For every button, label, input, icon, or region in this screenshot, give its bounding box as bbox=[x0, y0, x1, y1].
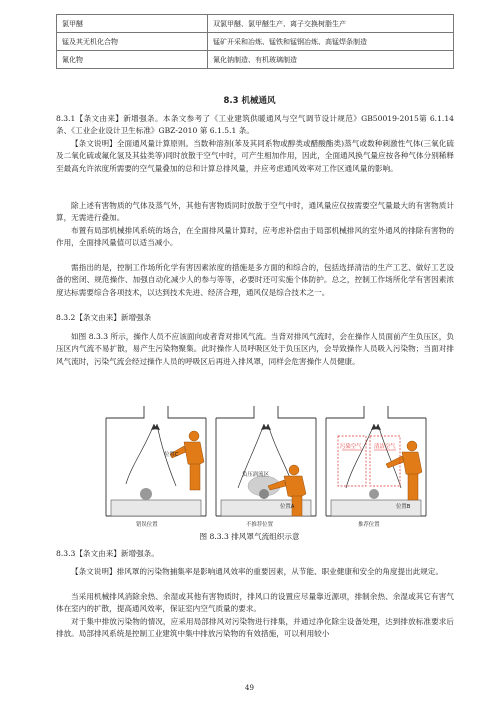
table-cell: 锰矿开采和冶炼、锰铁和锰钢冶炼、高锰焊条制造 bbox=[208, 33, 454, 51]
section-title: 8.3 机械通风 bbox=[223, 96, 276, 106]
paragraph-text: 排风罩的污染物捕集率是影响通风效率的重要因素，从节能、职业健康和安全的角度提出此规定。 bbox=[116, 567, 444, 576]
label-polluted-air: 污染空气 bbox=[340, 444, 362, 450]
page-number: 49 bbox=[245, 684, 254, 692]
hood-airflow-figure bbox=[56, 406, 456, 532]
paragraph-text: 新增强条。本条文参考了《工业建筑供暖通风与空气调节设计规范》GB50019-2015第 6.1.14 条、《工业企业设计卫生标准》GBZ-2010 第 6.1.5.1 条。 bbox=[56, 114, 455, 136]
clause-heading: 【条文说明】 bbox=[71, 139, 117, 148]
clause-heading: 8.3.2【条文由来】 bbox=[56, 313, 121, 322]
clause-heading: 8.3.1【条文由来】 bbox=[56, 114, 124, 123]
airflow-diagram bbox=[56, 406, 456, 532]
label-position-c: 位置C bbox=[164, 452, 179, 458]
table-row bbox=[57, 15, 454, 33]
paragraph-text: 当采用机械排风消除余热、余湿或其他有害物质时，排风口的设置应尽量靠近源项，排制余热、余湿或其它有害气体在室内的扩散，提高通风效率，保证室内空气质量的要求。 bbox=[56, 592, 454, 614]
paragraph-text: 全面通风量计算原则。当数种溶剂(苯及其同系物或醇类或醋酸酯类)蒸气或数种刺激性气体(三氧化硫及二氧化硫或氟化氢及其盐类等)同时放散于空气中时，可产生相加作用，因此，全面通风换气量应按各种气体分别稀释至最高允许浓度所需要的空气量叠加的总和计算总排风量，并应考虑通风效率对工作区通风量的影响。 bbox=[56, 139, 455, 173]
label-wrong-position: 错误位置 bbox=[136, 522, 158, 528]
paragraph-8-3-1 bbox=[56, 113, 454, 138]
table-row bbox=[57, 51, 454, 69]
label-position-a: 位置A bbox=[280, 504, 295, 510]
paragraph-text: 新增强条 bbox=[120, 313, 152, 322]
paragraph-8-3-2 bbox=[56, 312, 454, 324]
harmful-substance-table bbox=[56, 14, 454, 69]
table-row bbox=[57, 33, 454, 51]
paragraph-text: 布置有局部机械排风系统的场合，在全面排风量计算时，应考虑补偿由于局部机械排风的室外通风的排除有害物的作用，全面排风量值可以适当减小。 bbox=[56, 226, 454, 248]
label-clean-air: 清洁空气 bbox=[374, 444, 396, 450]
table-cell: 双氯甲醚、氯甲醚生产、离子交换树脂生产 bbox=[208, 15, 454, 33]
table-cell: 氯甲醚 bbox=[57, 15, 208, 33]
label-position-b: 位置B bbox=[396, 504, 411, 510]
table-cell: 锰及其无机化合物 bbox=[57, 33, 208, 51]
clause-heading: 【条文说明】 bbox=[71, 567, 117, 576]
label-not-recommended-position: 不推荐位置 bbox=[246, 522, 273, 528]
clause-heading: 8.3.3【条文由来】 bbox=[56, 549, 121, 558]
table-cell: 氰化物 bbox=[57, 51, 208, 69]
table-cell: 氰化钠制造、有机玻璃制造 bbox=[208, 51, 454, 69]
paragraph-text: 如图 8.3.3 所示，操作人员不应该面向或者背对排风气流。当背对排风气流时，会在操作人员面前产生负压区，负压区内气流不易扩散，易产生污染物聚集。此时操作人员呼吸区处于负压区内，会导致操作人员吸入污染物；当面对排风气流时，污染气流会经过操作人员的呼吸区后再进入排风罩，同样会危害操作人员健康。 bbox=[56, 332, 454, 366]
paragraph-explanation-1 bbox=[56, 138, 454, 175]
label-negative-pressure-zone: 负压涡流区 bbox=[242, 472, 269, 478]
paragraph-8-3-3 bbox=[56, 548, 454, 560]
paragraph-explanation-2 bbox=[56, 566, 454, 578]
figure-caption: 图 8.3.3 排风罩气流组织示意 bbox=[199, 532, 300, 541]
paragraph-text: 新增强条。 bbox=[120, 549, 159, 558]
paragraph-text: 除上述有害物质的气体及蒸气外，其他有害物质同时放散于空气中时，通风量应仅按需要空气量最大的有害物质计算，无需进行叠加。 bbox=[56, 201, 454, 223]
paragraph-text: 对于集中排放污染物的情况，应采用局部排风对污染物进行排集，并通过净化除尘设备处理，达到排放标准要求后排放。局部排风系统是控制工业建筑中集中排放污染物的有效措施，可以利用较小 bbox=[56, 617, 454, 639]
paragraph-text: 需指出的是，控制工作场所化学有害因素浓度的措施是多方面的和综合的，包括选择清洁的生产工艺、做好工艺设备的密闭、规范操作、加强自动化减少人的参与等等，必要时还可实施个体防护。总之，控制工作场所化学有害因素浓度达标需要综合各项技术，以达到技术先进、经济合理，通风仅是综合技术之一。 bbox=[56, 263, 454, 297]
label-recommended-position: 推荐位置 bbox=[358, 522, 380, 528]
